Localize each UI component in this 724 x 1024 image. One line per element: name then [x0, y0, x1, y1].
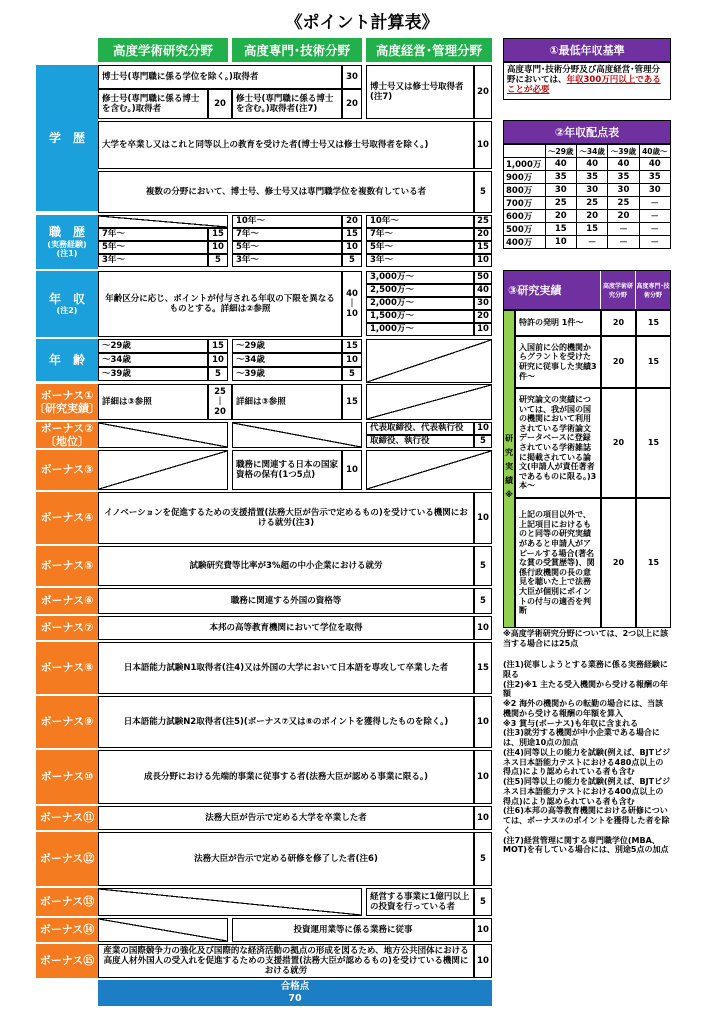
age-technical-pt: 15	[342, 339, 362, 353]
income-management-pt: 20	[474, 310, 492, 323]
age-technical-pt: 5	[342, 367, 362, 381]
header-management: 高度経営･管理分野	[366, 38, 492, 62]
min-income-highlight: 年収300万円以上であることが必要	[507, 75, 661, 96]
bonus3-pt: 10	[342, 450, 362, 490]
income-table-cell: －	[608, 223, 639, 236]
category-age: 年 齢	[36, 339, 98, 381]
income-management-pt: 50	[474, 271, 492, 284]
income-table-cell: 25	[576, 197, 607, 210]
income-table-cell: 35	[639, 171, 670, 184]
career-academic-pt: 15	[208, 228, 228, 241]
career-technical-pt: 20	[342, 215, 362, 228]
category-bonus7: ボーナス⑦	[36, 616, 98, 640]
career-academic-pt: 10	[208, 241, 228, 254]
research-item: 上記の項目以外で、上記項目におけるものと同等の研究実績があると申請人がアピールする場合(著名な賞の受賞歴等)、関係行政機関の長の意見を聴いた上で法務大臣が個別にポイントの付与の適否を判断	[515, 498, 601, 628]
income-management-label: 3,000万～	[366, 271, 474, 284]
bonus6-pt: 5	[474, 588, 492, 614]
category-bonus8: ボーナス⑧	[36, 642, 98, 694]
bonus7-text: 本邦の高等教育機関において学位を取得	[98, 616, 474, 640]
category-bonus11: ボーナス⑪	[36, 806, 98, 830]
research-item: 研究論文の実績については、我が国の国の機関において利用されている学術論文データベースに登録されている学術雑誌に掲載されている論文(申請人が責任著者であるものに限る。)3本～	[515, 388, 601, 498]
age-academic-label: ～34歳	[98, 353, 208, 367]
bonus3-text: 職務に関連する日本の国家資格の保有(1つ5点)	[232, 450, 342, 490]
income-table-cell: 40	[608, 158, 639, 171]
career-technical-pt: 5	[342, 254, 362, 267]
career-academic-pt: 5	[208, 254, 228, 267]
income-table-cell: －	[639, 197, 670, 210]
career-technical-label: 3年～	[232, 254, 342, 267]
age-academic-pt: 10	[208, 353, 228, 367]
category-bonus15: ボーナス⑮	[36, 944, 98, 978]
income-table-cell: －	[639, 223, 670, 236]
bonus6-text: 職務に関連する外国の資格等	[98, 588, 474, 614]
pass-score	[98, 980, 492, 1006]
income-label: 年 収	[48, 292, 85, 306]
min-income-title: ①最低年収基準	[503, 38, 671, 62]
career-academic-label: 7年～	[98, 228, 208, 241]
research-pt-technical: 15	[636, 336, 671, 388]
income-table-col: ～39歳	[608, 145, 639, 158]
income-table-amount: 700万	[504, 197, 546, 210]
research-pt-technical: 15	[636, 388, 671, 498]
research-pt-technical: 15	[636, 310, 671, 336]
bonus11-pt: 10	[474, 806, 492, 830]
income-table-amount: 400万	[504, 236, 546, 249]
bonus9-pt: 10	[474, 696, 492, 748]
income-table-cell: －	[639, 236, 670, 249]
edu-master-academic-pt: 20	[208, 89, 232, 119]
bonus11-text: 法務大臣が告示で定める大学を卒業した者	[98, 806, 474, 830]
category-bonus2: ボーナス② 〔地位〕	[36, 422, 98, 448]
income-table	[503, 144, 671, 249]
bonus14-text: 投資運用業等に係る業務に従事	[232, 918, 474, 942]
income-table-cell: －	[639, 210, 670, 223]
career-technical-label: 5年～	[232, 241, 342, 254]
career-academic-label: 3年～	[98, 254, 208, 267]
category-bonus5: ボーナス⑤	[36, 546, 98, 586]
category-bonus14: ボーナス⑭	[36, 918, 98, 942]
note-item: (注7)経営管理に関する専門職学位(MBA、MOT)を有している場合には、別途5点の加点	[503, 835, 669, 855]
edu-master-academic: 修士号(専門職に係る博士を含む。)取得者	[98, 89, 208, 119]
income-table-cell: 15	[576, 223, 607, 236]
header-academic: 高度学術研究分野	[98, 38, 228, 62]
career-technical-pt: 10	[342, 241, 362, 254]
note-item: (注6)本邦の高等教育機関における研修については、ボーナス⑦のポイントを獲得した者を除く	[503, 806, 670, 835]
bonus13-pt: 5	[474, 888, 492, 916]
bonus10-pt: 10	[474, 750, 492, 804]
bonus2-row1-pt: 10	[474, 422, 492, 435]
income-table-cell: 20	[608, 210, 639, 223]
research-col-a: 高度学術研究分野	[600, 271, 635, 309]
career-management-label: 3年～	[366, 254, 474, 267]
edu-mgmt-pt: 20	[474, 65, 492, 119]
edu-doctor-pt: 30	[342, 65, 362, 89]
career-technical-label: 7年～	[232, 228, 342, 241]
category-bonus12: ボーナス⑫	[36, 832, 98, 886]
bonus13-text: 経営する事業に1億円以上の投資を行っている者	[366, 888, 474, 916]
edu-univ: 大学を卒業し又はこれと同等以上の教育を受けた者(博士号又は修士号取得者を除く。)	[98, 121, 474, 169]
note-item: (注1)従事しようとする業務に係る実務経験に限る	[503, 660, 668, 679]
category-bonus3: ボーナス③	[36, 450, 98, 490]
category-education: 学 歴	[36, 65, 98, 211]
career-academic-label: 5年～	[98, 241, 208, 254]
income-text: 年齢区分に応じ、ポイントが付与される年収の下限を異なるものとする。詳細は②参照	[98, 271, 342, 337]
bonus2-row2-pt: 5	[474, 435, 492, 448]
research-title: ③研究実績	[508, 284, 562, 297]
income-table-cell: 40	[576, 158, 607, 171]
income-table-cell: 25	[545, 197, 576, 210]
income-table-cell: 30	[545, 184, 576, 197]
edu-mgmt: 博士号又は修士号取得者(注7)	[366, 65, 474, 119]
note-item: (注2)※1 主たる受入機関から受ける報酬の年額	[503, 679, 669, 699]
bonus2-row2: 取締役、執行役	[366, 435, 474, 448]
income-table-cell: 30	[608, 184, 639, 197]
career-management-label: 5年～	[366, 241, 474, 254]
research-pt-technical: 15	[636, 498, 671, 628]
bonus1-academic: 詳細は③参照	[98, 384, 208, 420]
income-table-col: ～29歳	[545, 145, 576, 158]
research-header	[503, 270, 671, 310]
header-technical: 高度専門･技術分野	[232, 38, 362, 62]
income-management-pt: 40	[474, 284, 492, 297]
age-academic-pt: 15	[208, 339, 228, 353]
income-table-col: ～34歳	[576, 145, 607, 158]
career-sublabel: (実務経験) (注1)	[47, 239, 87, 259]
age-technical-label: ～34歳	[232, 353, 342, 367]
pass-label: 合格点	[280, 981, 310, 992]
research-item: 入国前に公的機関からグラントを受けた研究に従事した実績3件～	[515, 336, 601, 388]
min-income-text: 高度専門･技術分野及び高度経営･管理分野においては、	[507, 65, 661, 86]
category-income	[36, 271, 98, 337]
income-table-cell: 20	[576, 210, 607, 223]
age-technical-label: ～39歳	[232, 367, 342, 381]
income-management-label: 1,000万～	[366, 323, 474, 336]
income-table-col	[504, 145, 546, 158]
age-technical-pt: 10	[342, 353, 362, 367]
age-technical-label: ～29歳	[232, 339, 342, 353]
career-technical-pt: 15	[342, 228, 362, 241]
category-career	[36, 215, 98, 269]
income-sublabel: (注2)	[56, 306, 78, 316]
bonus14-pt: 10	[474, 918, 492, 942]
bonus15-text: 産業の国際競争力の強化及び国際的な経済活動の拠点の形成を図るため、地方公共団体における高度人材外国人の受入れを促進するための支援措置(法務大臣が認めるもの)を受けている機関における就労	[98, 944, 474, 978]
career-management-pt: 20	[474, 228, 492, 241]
bonus7-pt: 10	[474, 616, 492, 640]
research-pt-academic: 20	[601, 310, 636, 336]
bonus1-academic-pt: 25 ｜ 20	[208, 384, 232, 420]
income-management-label: 2,500万～	[366, 284, 474, 297]
research-side-label: 研究実績※	[503, 310, 515, 628]
bonus3-management-blank	[366, 450, 492, 490]
income-table-col: 40歳～	[639, 145, 670, 158]
bonus5-text: 試験研究費等比率が3%超の中小企業における就労	[98, 546, 474, 586]
career-label: 職 歴	[48, 225, 85, 240]
income-table-cell: 15	[545, 223, 576, 236]
research-pt-academic: 20	[601, 388, 636, 498]
career-technical-label: 10年～	[232, 215, 342, 228]
category-bonus4: ボーナス④	[36, 492, 98, 544]
income-table-title: ②年収配点表	[503, 120, 671, 144]
edu-doctor: 博士号(専門職に係る学位を除く。)取得者	[98, 65, 342, 89]
bonus15-pt: 10	[474, 944, 492, 978]
career-management-label: 7年～	[366, 228, 474, 241]
category-bonus13: ボーナス⑬	[36, 888, 98, 916]
income-table-cell: 25	[608, 197, 639, 210]
bonus4-pt: 10	[474, 492, 492, 544]
income-table-amount: 1,000万	[504, 158, 546, 171]
min-income-box	[503, 62, 671, 100]
age-academic-pt: 5	[208, 367, 228, 381]
research-pt-academic: 20	[601, 336, 636, 388]
note-item: (注5)同等以上の能力を試験(例えば、BJTビジネス日本語能力テストにおける400点以上の得点)により認められている者も含む	[503, 777, 671, 806]
research-col-b: 高度専門･技術分野	[635, 271, 670, 309]
notes-list	[503, 660, 671, 855]
edu-multi: 複数の分野において、博士号、修士号又は専門職学位を複数有している者	[98, 171, 474, 213]
income-management-label: 1,500万～	[366, 310, 474, 323]
page-title: 《ポイント計算表》	[285, 13, 439, 33]
bonus2-row1: 代表取締役、代表執行役	[366, 422, 474, 435]
bonus14-blank	[98, 918, 228, 942]
bonus1-technical: 詳細は③参照	[232, 384, 342, 420]
career-management-pt: 10	[474, 254, 492, 267]
bonus4-text: イノベーションを促進するための支援措置(法務大臣が告示で定めるもの)を受けている機関における就労(注3)	[98, 492, 474, 544]
income-table-cell: 40	[639, 158, 670, 171]
income-management-label: 2,000万～	[366, 297, 474, 310]
income-table-amount: 500万	[504, 223, 546, 236]
edu-master-technical-pt: 20	[342, 89, 362, 119]
category-bonus6: ボーナス⑥	[36, 588, 98, 614]
bonus12-pt: 5	[474, 832, 492, 886]
edu-multi-pt: 5	[474, 171, 492, 213]
note-item: (注4)同等以上の能力を試験(例えば、BJTビジネス日本語能力テストにおける480点以上の得点)により認められている者も含む	[503, 747, 671, 777]
bonus8-pt: 15	[474, 642, 492, 694]
bonus13-blank	[98, 888, 362, 916]
category-bonus10: ボーナス⑩	[36, 750, 98, 804]
bonus2-academic-blank	[98, 422, 228, 448]
research-note: ※高度学術研究分野については、2つ以上に該当する場合には25点	[503, 629, 669, 648]
bonus1-management-blank	[366, 384, 492, 420]
bonus8-text: 日本語能力試験N1取得者(注4)又は外国の大学において日本語を専攻して卒業した者	[98, 642, 474, 694]
income-table-cell: －	[576, 236, 607, 249]
income-table-cell: 35	[608, 171, 639, 184]
edu-master-technical: 修士号(専門職に係る博士を含む。)取得者(注7)	[232, 89, 342, 119]
career-management-pt: 25	[474, 215, 492, 228]
bonus9-text: 日本語能力試験N2取得者(注5)(ボーナス⑦又は⑧のポイントを獲得したものを除く。)	[98, 696, 474, 748]
income-table-cell: －	[608, 236, 639, 249]
bonus1-technical-pt: 15	[342, 384, 362, 420]
bonus12-text: 法務大臣が告示で定める研修を修了した者(注6)	[98, 832, 474, 886]
bonus10-text: 成長分野における先端的事業に従事する者(法務大臣が認める事業に限る。)	[98, 750, 474, 804]
category-bonus1: ボーナス① 〔研究実績〕	[36, 384, 98, 420]
income-table-cell: 30	[576, 184, 607, 197]
bonus2-technical-blank	[232, 422, 362, 448]
note-item: (注3)就労する機関が中小企業である場合には、別途10点の加点	[503, 728, 660, 747]
income-pt: 40 ｜ 10	[342, 271, 362, 337]
income-table-cell: 40	[545, 158, 576, 171]
income-table-cell: 20	[545, 210, 576, 223]
research-item: 特許の発明 1件～	[515, 310, 601, 336]
pass-value: 70	[288, 993, 302, 1004]
bonus3-academic-blank	[98, 450, 228, 490]
age-academic-label: ～39歳	[98, 367, 208, 381]
age-academic-label: ～29歳	[98, 339, 208, 353]
edu-univ-pt: 10	[474, 121, 492, 169]
income-management-pt: 10	[474, 323, 492, 336]
research-pt-academic: 20	[601, 498, 636, 628]
note-item: ※2 海外の機関からの転勤の場合には、当該機関から受ける報酬の年額を算入	[503, 699, 664, 718]
income-table-cell: 10	[545, 236, 576, 249]
career-management-pt: 15	[474, 241, 492, 254]
career-academic-blank	[98, 215, 228, 228]
income-table-cell: 35	[545, 171, 576, 184]
note-item: ※3 賞与(ボーナス)も年収に含まれる	[503, 718, 639, 728]
income-management-pt: 30	[474, 297, 492, 310]
income-table-amount: 600万	[504, 210, 546, 223]
career-management-label: 10年～	[366, 215, 474, 228]
income-table-amount: 900万	[504, 171, 546, 184]
category-bonus9: ボーナス⑨	[36, 696, 98, 748]
income-table-cell: 35	[576, 171, 607, 184]
income-table-cell: 30	[639, 184, 670, 197]
age-management-blank	[366, 339, 492, 383]
bonus5-pt: 5	[474, 546, 492, 586]
income-table-amount: 800万	[504, 184, 546, 197]
